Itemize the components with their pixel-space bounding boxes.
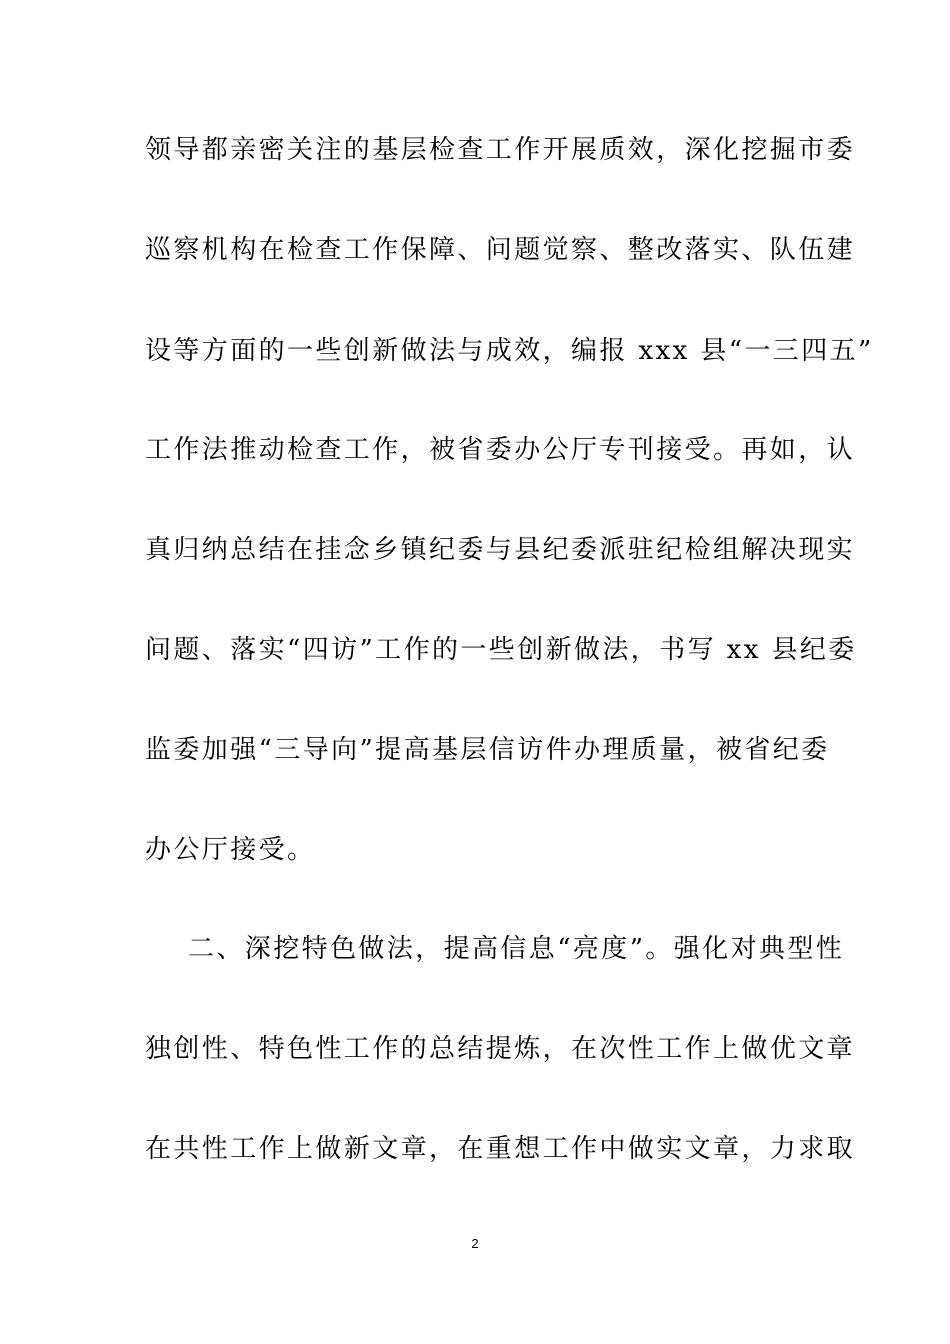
body-text-line: 巡察机构在检查工作保障、问题觉察、整改落实、队伍建 <box>145 235 856 265</box>
body-text-line: 工作法推动检查工作，被省委办公厅专刊接受。再如，认 <box>145 435 856 465</box>
section-heading-line: 二、深挖特色做法，提高信息“亮度”。强化对典型性 <box>188 934 845 964</box>
body-text-line: 独创性、特色性工作的总结提炼，在次性工作上做优文章 <box>145 1034 856 1064</box>
body-text-line: 真归纳总结在挂念乡镇纪委与县纪委派驻纪检组解决现实 <box>145 535 856 565</box>
body-text-line: 设等方面的一些创新做法与成效，编报 xxx 县“一三四五” <box>145 336 874 366</box>
body-text-line: 在共性工作上做新文章，在重想工作中做实文章，力求取 <box>145 1134 856 1164</box>
page-number: 2 <box>471 1236 479 1251</box>
body-text-line: 监委加强“三导向”提高基层信访件办理质量，被省纪委 <box>145 735 830 765</box>
body-text-line: 领导都亲密关注的基层检查工作开展质效，深化挖掘市委 <box>145 135 856 165</box>
body-text-line: 问题、落实“四访”工作的一些创新做法，书写 xx 县纪委 <box>145 635 857 665</box>
body-text-line: 办公厅接受。 <box>145 835 316 865</box>
